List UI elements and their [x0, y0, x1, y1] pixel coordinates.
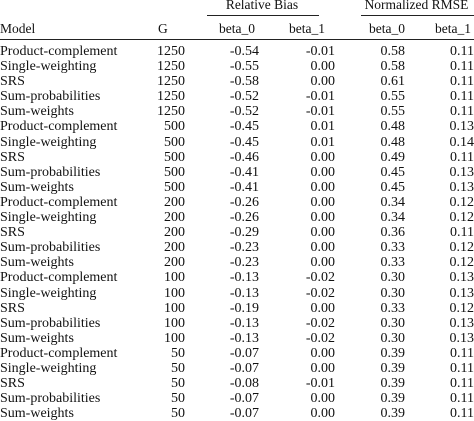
- g-cell: 100: [164, 315, 185, 331]
- rb-beta1-cell: 0.00: [310, 225, 335, 241]
- rb-beta0-cell: -0.23: [229, 240, 259, 256]
- g-cell: 100: [164, 300, 185, 316]
- g-cell: 200: [164, 240, 185, 256]
- model-cell: Product-complement: [0, 44, 118, 59]
- rb-beta1-cell: -0.02: [305, 285, 335, 301]
- rmse-beta0-cell: 0.33: [380, 300, 405, 316]
- table-row: [0, 406, 474, 421]
- g-cell: 1250: [157, 89, 185, 105]
- model-cell: Single-weighting: [0, 360, 97, 376]
- rmse-beta1-cell: 0.14: [449, 134, 474, 150]
- table-row: [0, 195, 474, 210]
- normalized-rmse-rule: [361, 15, 474, 16]
- g-cell: 1250: [157, 59, 185, 75]
- g-cell: 100: [164, 330, 185, 346]
- table-row: [0, 240, 474, 255]
- table-row: [0, 89, 474, 104]
- rb-beta1-cell: 0.00: [310, 179, 335, 195]
- rb-beta0-cell: -0.45: [229, 134, 259, 150]
- rb-beta1-cell: 0.00: [310, 149, 335, 165]
- rmse-beta0-cell: 0.39: [380, 360, 405, 376]
- rb-beta1-cell: -0.02: [305, 330, 335, 346]
- data-table: [0, 44, 474, 421]
- rb-beta0-cell: -0.26: [229, 210, 259, 226]
- rmse-beta1-cell: 0.12: [449, 255, 474, 271]
- rb-beta1-cell: 0.00: [310, 240, 335, 256]
- rb-beta0-cell: -0.29: [229, 225, 259, 241]
- g-cell: 500: [164, 134, 185, 150]
- table-row: [0, 119, 474, 134]
- rmse-beta0-cell: 0.30: [380, 285, 405, 301]
- rmse-beta0-cell: 0.36: [380, 225, 405, 241]
- rmse-beta0-cell: 0.48: [380, 119, 405, 135]
- table-row: [0, 255, 474, 270]
- column-header-rmse-beta0: beta_0: [369, 21, 405, 36]
- table-row: [0, 301, 474, 316]
- rmse-beta1-cell: 0.11: [450, 391, 474, 407]
- model-cell: SRS: [0, 149, 25, 165]
- model-cell: Single-weighting: [0, 210, 97, 226]
- rb-beta0-cell: -0.08: [229, 376, 259, 392]
- rmse-beta0-cell: 0.30: [380, 315, 405, 331]
- rb-beta1-cell: 0.00: [310, 74, 335, 90]
- rb-beta0-cell: -0.07: [229, 391, 259, 407]
- table-row: [0, 376, 474, 391]
- g-cell: 200: [164, 255, 185, 271]
- relative-bias-rule: [207, 15, 319, 16]
- rb-beta0-cell: -0.58: [229, 74, 259, 90]
- table-row: [0, 225, 474, 240]
- g-cell: 500: [164, 149, 185, 165]
- rmse-beta0-cell: 0.39: [380, 376, 405, 392]
- rmse-beta1-cell: 0.11: [450, 89, 474, 105]
- table-body: [0, 44, 474, 421]
- rmse-beta0-cell: 0.49: [380, 149, 405, 165]
- table-row: [0, 104, 474, 119]
- model-cell: Single-weighting: [0, 59, 97, 75]
- model-cell: Single-weighting: [0, 134, 97, 150]
- rb-beta1-cell: 0.00: [310, 391, 335, 407]
- rmse-beta0-cell: 0.33: [380, 240, 405, 256]
- g-cell: 500: [164, 164, 185, 180]
- rb-beta1-cell: -0.02: [305, 315, 335, 331]
- rmse-beta0-cell: 0.30: [380, 330, 405, 346]
- table-row: [0, 361, 474, 376]
- rmse-beta1-cell: 0.12: [449, 300, 474, 316]
- rmse-beta0-cell: 0.58: [380, 44, 405, 59]
- rb-beta1-cell: 0.00: [310, 300, 335, 316]
- rmse-beta0-cell: 0.48: [380, 134, 405, 150]
- model-cell: SRS: [0, 74, 25, 90]
- rmse-beta1-cell: 0.11: [450, 74, 474, 90]
- rmse-beta1-cell: 0.11: [450, 104, 474, 120]
- rb-beta1-cell: 0.00: [310, 360, 335, 376]
- model-cell: SRS: [0, 225, 25, 241]
- relative-bias-group-header: Relative Bias: [225, 0, 299, 12]
- table-row: [0, 165, 474, 180]
- g-cell: 100: [164, 270, 185, 286]
- rb-beta0-cell: -0.52: [229, 104, 259, 120]
- rmse-beta0-cell: 0.55: [380, 104, 405, 120]
- g-cell: 1250: [157, 104, 185, 120]
- model-cell: SRS: [0, 300, 25, 316]
- table-row: [0, 210, 474, 225]
- rmse-beta1-cell: 0.11: [450, 225, 474, 241]
- rmse-beta0-cell: 0.45: [380, 164, 405, 180]
- model-cell: SRS: [0, 376, 25, 392]
- rb-beta0-cell: -0.23: [229, 255, 259, 271]
- rmse-beta1-cell: 0.11: [450, 376, 474, 392]
- rmse-beta1-cell: 0.11: [450, 149, 474, 165]
- table-row: [0, 331, 474, 346]
- rmse-beta0-cell: 0.39: [380, 406, 405, 421]
- table-row: [0, 74, 474, 89]
- rmse-beta1-cell: 0.12: [449, 194, 474, 210]
- rmse-beta1-cell: 0.12: [449, 240, 474, 256]
- table-row: [0, 391, 474, 406]
- g-cell: 1250: [157, 74, 185, 90]
- rb-beta0-cell: -0.41: [229, 164, 259, 180]
- rb-beta1-cell: 0.00: [310, 164, 335, 180]
- g-cell: 200: [164, 210, 185, 226]
- g-cell: 200: [164, 225, 185, 241]
- column-header-g: G: [158, 21, 168, 36]
- rmse-beta1-cell: 0.13: [449, 315, 474, 331]
- rmse-beta1-cell: 0.11: [450, 360, 474, 376]
- table-row: [0, 346, 474, 361]
- model-cell: Single-weighting: [0, 285, 97, 301]
- rmse-beta1-cell: 0.13: [449, 270, 474, 286]
- rmse-beta1-cell: 0.11: [450, 44, 474, 59]
- rb-beta0-cell: -0.52: [229, 89, 259, 105]
- rb-beta0-cell: -0.46: [229, 149, 259, 165]
- g-cell: 200: [164, 194, 185, 210]
- model-cell: Sum-probabilities: [0, 391, 101, 407]
- g-cell: 50: [171, 360, 185, 376]
- table-row: [0, 150, 474, 165]
- table-row: [0, 180, 474, 195]
- rmse-beta0-cell: 0.61: [380, 74, 405, 90]
- rmse-beta0-cell: 0.45: [380, 179, 405, 195]
- rmse-beta0-cell: 0.34: [380, 210, 405, 226]
- rb-beta1-cell: 0.00: [310, 210, 335, 226]
- rmse-beta0-cell: 0.30: [380, 270, 405, 286]
- model-cell: Product-complement: [0, 194, 118, 210]
- rmse-beta0-cell: 0.33: [380, 255, 405, 271]
- rb-beta0-cell: -0.26: [229, 194, 259, 210]
- rmse-beta1-cell: 0.13: [449, 330, 474, 346]
- rb-beta0-cell: -0.13: [229, 285, 259, 301]
- model-cell: Product-complement: [0, 119, 118, 135]
- model-cell: Sum-weights: [0, 255, 74, 271]
- model-cell: Sum-probabilities: [0, 164, 101, 180]
- g-cell: 500: [164, 179, 185, 195]
- rmse-beta1-cell: 0.13: [449, 285, 474, 301]
- rb-beta0-cell: -0.19: [229, 300, 259, 316]
- model-cell: Product-complement: [0, 270, 118, 286]
- rmse-beta0-cell: 0.58: [380, 59, 405, 75]
- rb-beta1-cell: 0.00: [310, 59, 335, 75]
- rmse-beta1-cell: 0.11: [450, 406, 474, 421]
- table-row: [0, 286, 474, 301]
- rmse-beta1-cell: 0.13: [449, 119, 474, 135]
- rb-beta0-cell: -0.07: [229, 406, 259, 421]
- table-row: [0, 44, 474, 59]
- header-rule: [0, 39, 474, 40]
- rb-beta1-cell: 0.00: [310, 194, 335, 210]
- rmse-beta1-cell: 0.13: [449, 164, 474, 180]
- rb-beta0-cell: -0.07: [229, 345, 259, 361]
- model-cell: Sum-weights: [0, 179, 74, 195]
- column-header-rb-beta0: beta_0: [219, 21, 255, 36]
- column-header-rb-beta1: beta_1: [289, 21, 325, 36]
- rmse-beta0-cell: 0.39: [380, 345, 405, 361]
- rmse-beta1-cell: 0.11: [450, 345, 474, 361]
- rb-beta0-cell: -0.13: [229, 270, 259, 286]
- rmse-beta1-cell: 0.11: [450, 59, 474, 75]
- rb-beta1-cell: 0.00: [310, 406, 335, 421]
- rb-beta0-cell: -0.45: [229, 119, 259, 135]
- rb-beta0-cell: -0.54: [229, 44, 259, 59]
- g-cell: 1250: [157, 44, 185, 59]
- rb-beta0-cell: -0.13: [229, 315, 259, 331]
- column-header-rmse-beta1: beta_1: [435, 21, 471, 36]
- model-cell: Product-complement: [0, 345, 118, 361]
- g-cell: 50: [171, 406, 185, 421]
- table-row: [0, 59, 474, 74]
- model-cell: Sum-probabilities: [0, 89, 101, 105]
- model-cell: Sum-weights: [0, 406, 74, 421]
- rb-beta1-cell: -0.01: [305, 104, 335, 120]
- normalized-rmse-group-header: Normalized RMSE: [364, 0, 469, 12]
- model-cell: Sum-weights: [0, 330, 74, 346]
- rb-beta1-cell: 0.00: [310, 345, 335, 361]
- g-cell: 500: [164, 119, 185, 135]
- model-cell: Sum-probabilities: [0, 315, 101, 331]
- rb-beta1-cell: -0.01: [305, 376, 335, 392]
- rb-beta1-cell: 0.01: [310, 119, 335, 135]
- g-cell: 100: [164, 285, 185, 301]
- rb-beta1-cell: -0.01: [305, 89, 335, 105]
- rb-beta1-cell: 0.00: [310, 255, 335, 271]
- g-cell: 50: [171, 345, 185, 361]
- rmse-beta0-cell: 0.39: [380, 391, 405, 407]
- rb-beta0-cell: -0.41: [229, 179, 259, 195]
- table-row: [0, 270, 474, 285]
- rmse-beta1-cell: 0.12: [449, 210, 474, 226]
- g-cell: 50: [171, 376, 185, 392]
- g-cell: 50: [171, 391, 185, 407]
- rmse-beta1-cell: 0.13: [449, 179, 474, 195]
- model-cell: Sum-weights: [0, 104, 74, 120]
- column-header-model: Model: [0, 21, 36, 36]
- table-row: [0, 135, 474, 150]
- rmse-beta0-cell: 0.34: [380, 194, 405, 210]
- rb-beta0-cell: -0.07: [229, 360, 259, 376]
- rb-beta1-cell: 0.01: [310, 134, 335, 150]
- rmse-beta0-cell: 0.55: [380, 89, 405, 105]
- rb-beta1-cell: -0.01: [305, 44, 335, 59]
- model-cell: Sum-probabilities: [0, 240, 101, 256]
- table-row: [0, 316, 474, 331]
- rb-beta0-cell: -0.55: [229, 59, 259, 75]
- rb-beta1-cell: -0.02: [305, 270, 335, 286]
- rb-beta0-cell: -0.13: [229, 330, 259, 346]
